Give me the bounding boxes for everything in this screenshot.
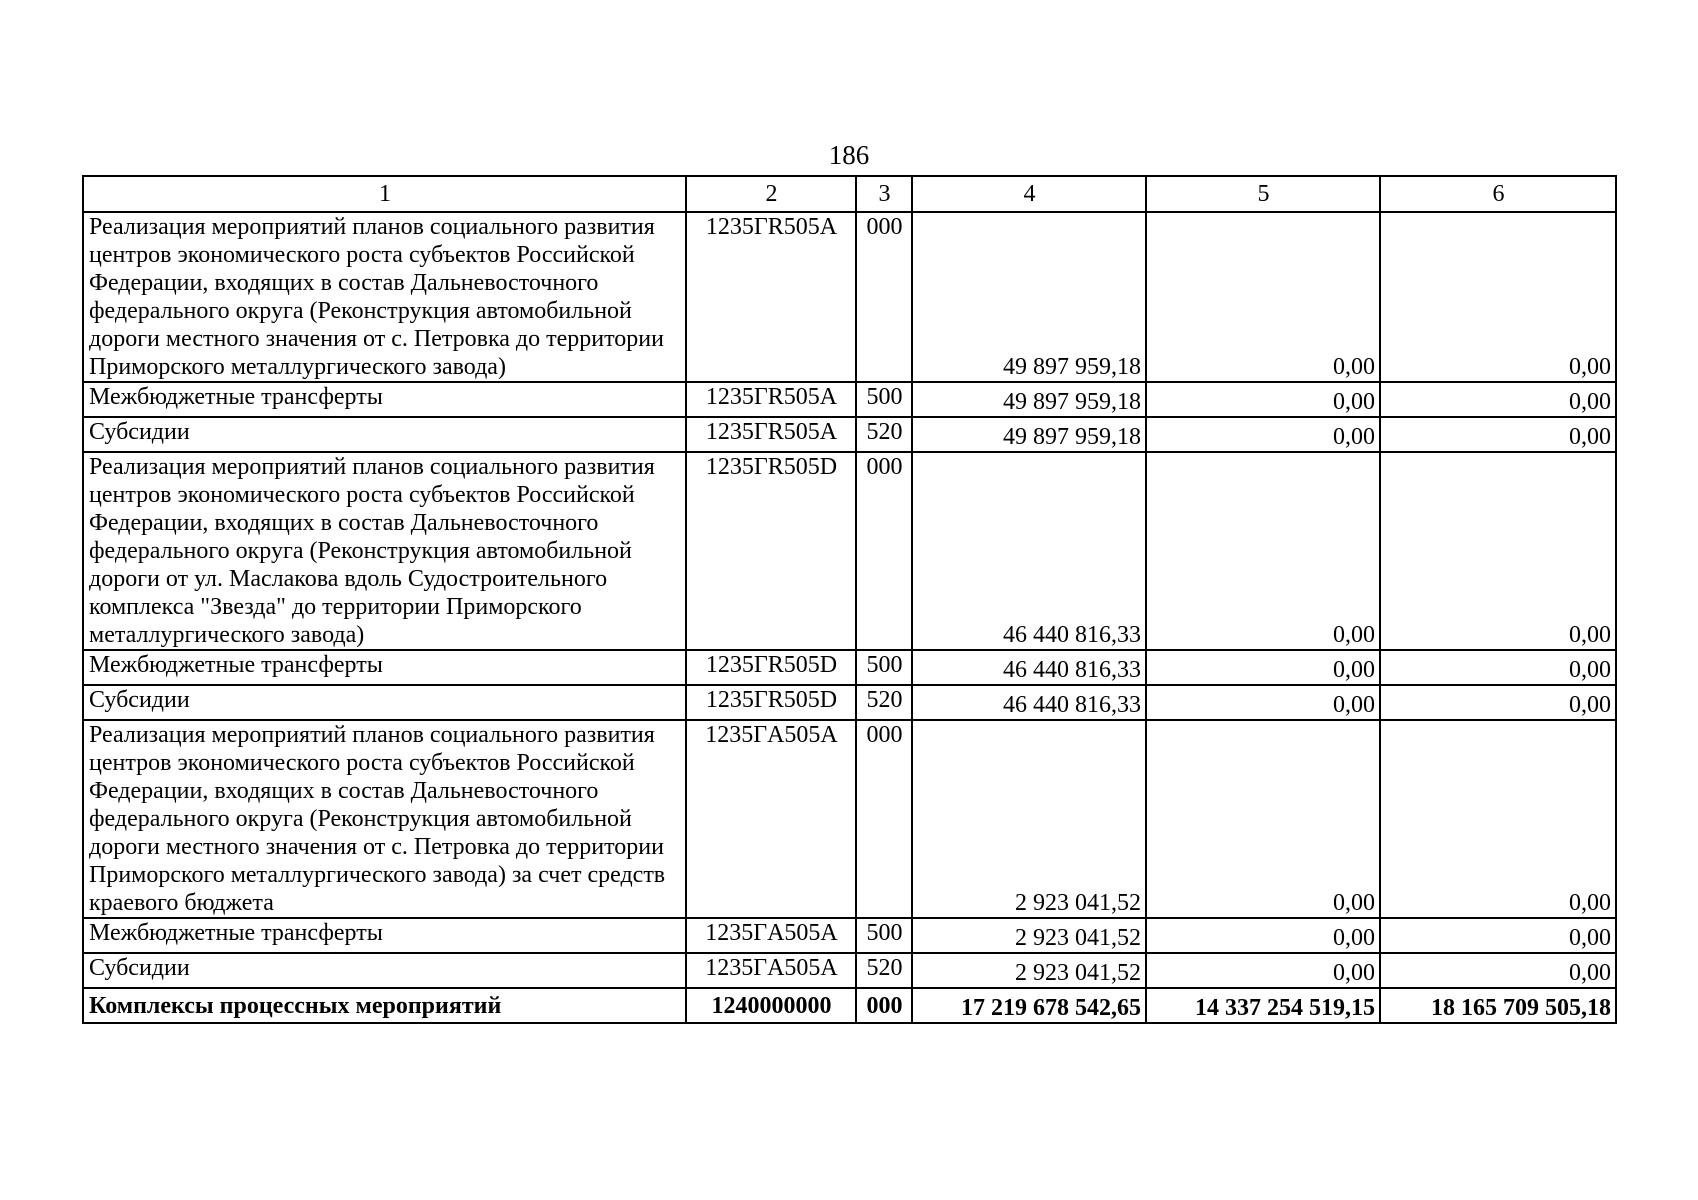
- row-code: 1235ГR505A: [686, 212, 856, 382]
- table-row: [83, 382, 1616, 417]
- row-value-5: 0,00: [1146, 720, 1380, 918]
- row-name: Межбюджетные трансферты: [83, 382, 686, 417]
- table-row-total: [83, 988, 1616, 1023]
- row-value-4: 2 923 041,52: [912, 918, 1146, 953]
- row-value-4: 49 897 959,18: [912, 212, 1146, 382]
- row-name: Комплексы процессных мероприятий: [83, 988, 686, 1023]
- column-header-3: 3: [856, 176, 912, 212]
- table-header-row: [83, 176, 1616, 212]
- row-value-6: 0,00: [1380, 452, 1616, 650]
- row-type: 000: [856, 212, 912, 382]
- row-type: 000: [856, 452, 912, 650]
- table-row: [83, 953, 1616, 988]
- row-value-4: 49 897 959,18: [912, 382, 1146, 417]
- row-value-5: 14 337 254 519,15: [1146, 988, 1380, 1023]
- row-value-4: 46 440 816,33: [912, 650, 1146, 685]
- row-value-4: 17 219 678 542,65: [912, 988, 1146, 1023]
- row-value-5: 0,00: [1146, 685, 1380, 720]
- column-header-6: 6: [1380, 176, 1616, 212]
- row-value-5: 0,00: [1146, 212, 1380, 382]
- row-value-6: 0,00: [1380, 417, 1616, 452]
- table-row: [83, 212, 1616, 382]
- column-header-4: 4: [912, 176, 1146, 212]
- row-value-5: 0,00: [1146, 918, 1380, 953]
- column-header-5: 5: [1146, 176, 1380, 212]
- row-value-4: 2 923 041,52: [912, 953, 1146, 988]
- row-type: 520: [856, 685, 912, 720]
- column-header-1: 1: [83, 176, 686, 212]
- row-code: 1235ГR505A: [686, 382, 856, 417]
- row-name: Реализация мероприятий планов социального развития центров экономического роста субъектов Российской Федерации, входящих в состав Дальневосточного федерального округа (Реконструкция автомобильной дороги местного значения от с. Петровка до территории Приморского металлургического завода) за счет средств краевого бюджета: [83, 720, 686, 918]
- row-value-5: 0,00: [1146, 452, 1380, 650]
- table-row: [83, 685, 1616, 720]
- row-code: 1240000000: [686, 988, 856, 1023]
- row-name: Межбюджетные трансферты: [83, 650, 686, 685]
- table-row: [83, 650, 1616, 685]
- row-value-4: 49 897 959,18: [912, 417, 1146, 452]
- row-value-5: 0,00: [1146, 417, 1380, 452]
- row-code: 1235ГR505D: [686, 452, 856, 650]
- table-row: [83, 720, 1616, 918]
- row-code: 1235ГA505A: [686, 918, 856, 953]
- row-value-5: 0,00: [1146, 953, 1380, 988]
- page-number: 186: [828, 140, 870, 170]
- row-value-6: 0,00: [1380, 382, 1616, 417]
- row-type: 500: [856, 918, 912, 953]
- row-code: 1235ГR505A: [686, 417, 856, 452]
- row-value-6: 0,00: [1380, 953, 1616, 988]
- row-type: 000: [856, 988, 912, 1023]
- row-name: Субсидии: [83, 417, 686, 452]
- row-value-4: 46 440 816,33: [912, 685, 1146, 720]
- row-value-5: 0,00: [1146, 382, 1380, 417]
- row-value-4: 46 440 816,33: [912, 452, 1146, 650]
- table-row: [83, 918, 1616, 953]
- row-value-6: 0,00: [1380, 212, 1616, 382]
- row-type: 520: [856, 417, 912, 452]
- row-code: 1235ГR505D: [686, 685, 856, 720]
- row-value-6: 0,00: [1380, 650, 1616, 685]
- row-value-6: 0,00: [1380, 720, 1616, 918]
- table-row: [83, 417, 1616, 452]
- row-value-5: 0,00: [1146, 650, 1380, 685]
- row-type: 000: [856, 720, 912, 918]
- row-type: 500: [856, 650, 912, 685]
- row-name: Субсидии: [83, 953, 686, 988]
- row-code: 1235ГR505D: [686, 650, 856, 685]
- row-value-6: 18 165 709 505,18: [1380, 988, 1616, 1023]
- row-value-4: 2 923 041,52: [912, 720, 1146, 918]
- row-value-6: 0,00: [1380, 918, 1616, 953]
- row-name: Субсидии: [83, 685, 686, 720]
- row-code: 1235ГA505A: [686, 720, 856, 918]
- row-type: 500: [856, 382, 912, 417]
- table-row: [83, 452, 1616, 650]
- budget-table: [82, 175, 1617, 1024]
- row-type: 520: [856, 953, 912, 988]
- column-header-2: 2: [686, 176, 856, 212]
- row-code: 1235ГA505A: [686, 953, 856, 988]
- row-name: Реализация мероприятий планов социального развития центров экономического роста субъектов Российской Федерации, входящих в состав Дальневосточного федерального округа (Реконструкция автомобильной дороги местного значения от с. Петровка до территории Приморского металлургического завода): [83, 212, 686, 382]
- row-name: Реализация мероприятий планов социального развития центров экономического роста субъектов Российской Федерации, входящих в состав Дальневосточного федерального округа (Реконструкция автомобильной дороги от ул. Маслакова вдоль Судостроительного комплекса "Звезда" до территории Приморского металлургического завода): [83, 452, 686, 650]
- row-value-6: 0,00: [1380, 685, 1616, 720]
- row-name: Межбюджетные трансферты: [83, 918, 686, 953]
